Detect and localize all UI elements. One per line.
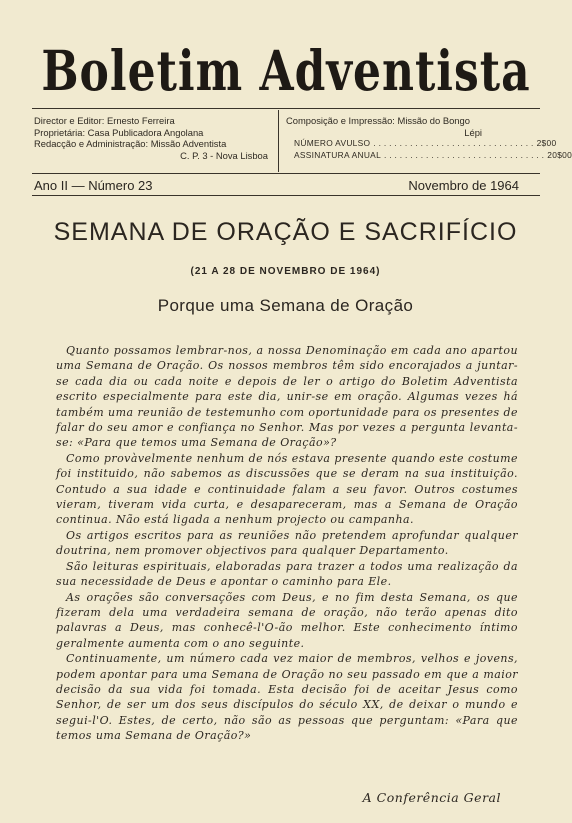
issue-rule — [32, 195, 540, 196]
price-label: NÚMERO AVULSO — [294, 138, 371, 149]
price-value: 20$00 — [547, 149, 572, 160]
header-top-rule — [32, 108, 540, 109]
leader-dots: . . . . . . . . . . . . . . . . . . . . . . . . . . . . . . . — [373, 138, 534, 149]
paragraph: Quanto possamos lembrar-nos, a nossa Denominação em cada ano apartou uma Semana de Oração. Os nossos membros têm sido encorajados a juntar-se cada dia ou cada noite e depois de ler o artigo do Boletim Adventista escrito especialmente para este dia, unir-se em oração. Algumas vezes há também uma reunião de testemunho com oportunidade para os presentes de falar do seu amor e confiança no Senhor. Mas por vezes a pergunta levanta-se: «Para que temos uma Semana de Oração»? — [56, 344, 518, 450]
article-signature: A Conferência Geral — [362, 790, 501, 805]
price-value: 2$00 — [536, 138, 557, 149]
article-dates: (21 A 28 DE NOVEMBRO DE 1964) — [190, 266, 381, 277]
article-title: SEMANA DE ORAÇÃO E SACRIFÍCIO — [53, 218, 518, 246]
masthead-title: Boletim Adventista — [41, 40, 531, 104]
single-issue-price-row — [286, 138, 557, 150]
paragraph: Como provàvelmente nenhum de nós estava presente quando este costume foi instituido, não sabemos as discussões que se deram na sua instituição. Contudo a sua idade e continuidade falam a seu favor. Outros costumes vieram, tiveram vida curta, e desapareceram, mas a Semana de Oração continua. Não está ligada a nenhum projecto ou campanha. — [56, 451, 518, 527]
address-line: C. P. 3 - Nova Lisboa — [180, 149, 268, 161]
printing-info — [286, 115, 572, 161]
owner-line: Proprietária: Casa Publicadora Angolana — [34, 126, 204, 138]
paragraph: As orações são conversações com Deus, e no fim desta Semana, os que fizeram dela uma verdadeira semana de oração, não terão apenas dito palavras a Deus, mas conhecê-l'O-ão melhor. Este conhecimento íntimo geralmente aumenta com o ano seguinte. — [56, 590, 518, 650]
paragraph: Continuamente, um número cada vez maior de membros, velhos e jovens, podem apontar para uma Semana de Oração no seu passado em que a maior decisão da sua vida foi tomada. Esta decisão foi de aceitar Jesus como Senhor, de ser um dos seus discípulos do século XX, de deixar o mundo e segui-l'O. Estes, de certo, não são as pessoas que perguntam: «Para que temos uma Semana de Oração?» — [56, 652, 518, 743]
issue-number: Ano II — Número 23 — [34, 178, 153, 193]
paragraph: São leituras espirituais, elaboradas para trazer a todos uma realização da sua necessidade de Deus e apontar o caminho para Ele. — [56, 559, 518, 589]
price-label: ASSINATURA ANUAL — [294, 149, 382, 160]
publisher-info — [34, 115, 270, 161]
annual-subscription-price-row — [286, 149, 572, 162]
administration-line: Redacção e Administração: Missão Adventista — [34, 138, 227, 150]
paragraph: Os artigos escritos para as reuniões não pretendem aprofundar qualquer doutrina, nem promover objectivos para qualquer Departamento. — [56, 528, 518, 558]
article-body — [56, 343, 518, 744]
header-divider — [278, 110, 279, 172]
printing-place: Lépi — [464, 126, 482, 138]
header-bottom-rule — [32, 173, 540, 174]
printing-line: Composição e Impressão: Missão do Bongo — [286, 115, 470, 126]
leader-dots: . . . . . . . . . . . . . . . . . . . . . . . . . . . . . . . — [384, 149, 545, 160]
issue-date: Novembro de 1964 — [408, 178, 519, 193]
editor-line: Director e Editor: Ernesto Ferreira — [34, 115, 175, 126]
article-subtitle: Porque uma Semana de Oração — [157, 296, 414, 315]
